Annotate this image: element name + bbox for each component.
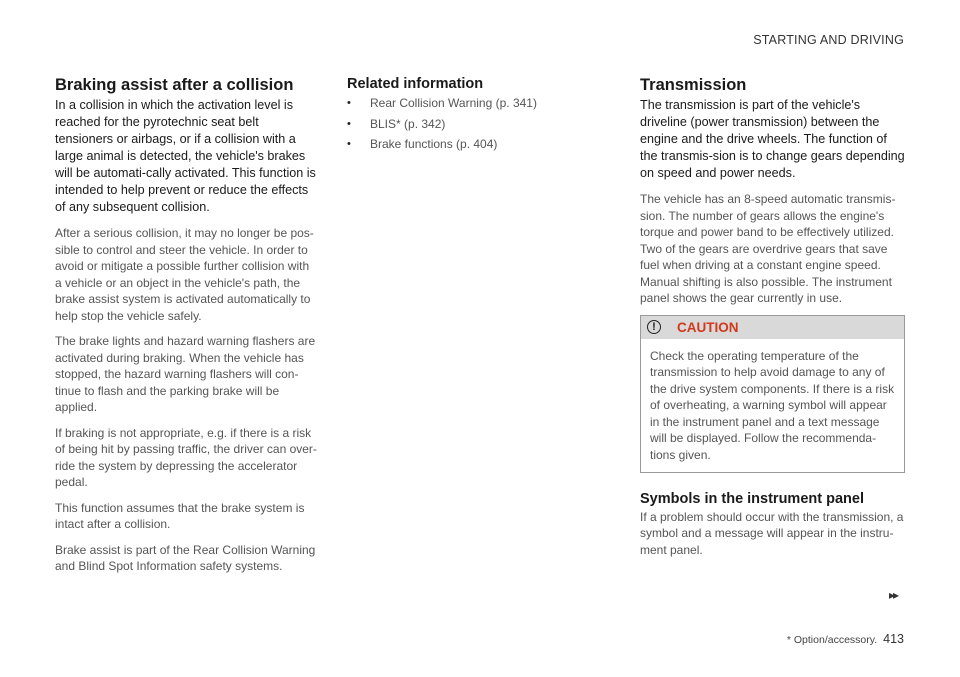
body-paragraph: After a serious collision, it may no longer be pos-sible to control and steer the vehicle. In order to avoid or mitigate a possible further collision with a vehicle or an object in the vehicle's path, the brake assist system is activated automatically to help stop the vehicle safely. <box>55 226 314 323</box>
section-heading-braking-assist: Braking assist after a collision <box>55 76 294 94</box>
bullet-icon: • <box>347 117 351 130</box>
related-information-heading: Related information <box>347 76 484 92</box>
link-text[interactable]: Rear Collision Warning (p. 341) <box>370 96 537 110</box>
column-transmission <box>640 76 905 567</box>
caution-header <box>641 316 904 339</box>
subheading-symbols: Symbols in the instrument panel <box>640 490 864 507</box>
intro-paragraph: The transmission is part of the vehicle's driveline (power transmission) between the engine and the drive wheels. The function of the transmis-sion is to change gears depending on speed and power needs. <box>640 98 905 180</box>
related-link-blis[interactable] <box>347 116 562 132</box>
next-page-arrows-icon: ▸▸ <box>889 588 898 602</box>
related-link-brake-functions[interactable] <box>347 136 562 152</box>
footnote-option-accessory: * Option/accessory. <box>786 634 878 646</box>
page-footer <box>787 632 904 646</box>
body-paragraph: This function assumes that the brake system is intact after a collision. <box>55 500 305 531</box>
caution-title: CAUTION <box>677 319 739 335</box>
link-text[interactable]: BLIS* (p. 342) <box>370 116 446 131</box>
bullet-icon: • <box>347 138 351 150</box>
caution-text: Check the operating temperature of the transmission to help avoid damage to any of the drive system components. If there is a risk of overheating, a warning symbol will appear in the instrument panel and a text message will be displayed. Follow the recommenda-tions given. <box>650 348 895 463</box>
body-paragraph: The vehicle has an 8-speed automatic transmis-sion. The number of gears allows the engine's torque and power band to be effectively utilized. Two of the gears are overdrive gears that save fuel when driving at a constant engine speed. Manual shifting is also possible. The instrument panel shows the gear currently in use. <box>640 192 896 305</box>
intro-paragraph: In a collision in which the activation level is reached for the pyrotechnic seat belt tensioners or airbags, or if a collision with a large animal is detected, the vehicle's brakes will be automati-cally activated. This function is intended to help prevent or reduce the effects of any subsequent collision. <box>55 98 316 214</box>
column-related-information <box>347 76 562 157</box>
bullet-icon: • <box>347 97 351 109</box>
related-links-list <box>347 95 562 152</box>
column-braking-assist <box>55 76 318 584</box>
warning-exclamation-icon: ! <box>647 320 661 334</box>
body-paragraph: Brake assist is part of the Rear Collision Warning and Blind Spot Information safety systems. <box>55 542 316 573</box>
related-link-rear-collision-warning[interactable] <box>347 95 562 111</box>
link-text[interactable]: Brake functions (p. 404) <box>370 137 498 151</box>
body-paragraph: If braking is not appropriate, e.g. if there is a risk of being hit by passing traffic, the driver can over-ride the system by depressing the accelerator pedal. <box>55 425 317 489</box>
section-heading-transmission: Transmission <box>640 76 747 94</box>
page-header-section: STARTING AND DRIVING <box>753 33 904 47</box>
page-number: 413 <box>883 632 904 646</box>
body-paragraph: If a problem should occur with the transmission, a symbol and a message will appear in the instru-ment panel. <box>640 509 904 557</box>
caution-box <box>640 315 905 473</box>
body-paragraph: The brake lights and hazard warning flashers are activated during braking. When the vehicle has stopped, the hazard warning flashers will con-tinue to flash and the parking brake will be applied. <box>55 334 316 414</box>
